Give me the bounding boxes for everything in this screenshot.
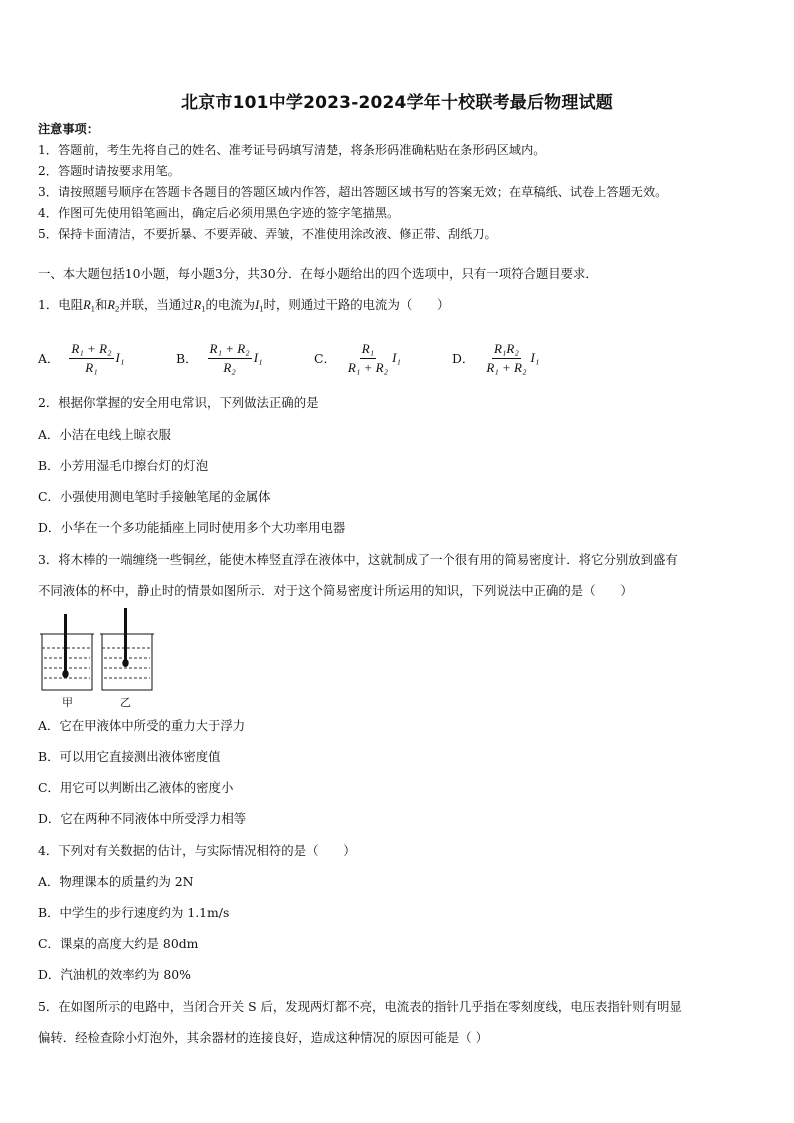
beaker-jia	[40, 614, 94, 690]
section-heading: 一、本大题包括10小题，每小题3分，共30分．在每小题给出的四个选项中，只有一项符合题目要求．	[38, 266, 598, 281]
option-d[interactable]: D．小华在一个多功能插座上同时使用多个大功率用电器	[38, 520, 346, 535]
option-b[interactable]: B．中学生的步行速度约为 1.1m/s	[38, 905, 230, 920]
option-d[interactable]: D．汽油机的效率约为 80%	[38, 967, 191, 982]
option-a[interactable]: A．它在甲液体中所受的重力大于浮力	[38, 718, 246, 733]
question-5-stem: 5．在如图所示的电路中，当闭合开关 S 后，发现两灯都不亮，电流表的指针几乎指在零刻度线，电压表指针则有明显	[38, 999, 682, 1014]
option-d[interactable]: D．它在两种不同液体中所受浮力相等	[38, 811, 247, 826]
figure-label-jia: 甲	[62, 696, 73, 709]
question-4-stem: 4．下列对有关数据的估计，与实际情况相符的是（ ）	[38, 843, 356, 858]
option-d[interactable]: D． $\frac{\text{R₁R₂}}{\text{R₁ + R₂}}$ I₁	[452, 340, 540, 375]
question-3-stem: 3．将木棒的一端缠绕一些铜丝，能使木棒竖直浮在液体中，这就制成了一个很有用的简易密度计．将它分别放到盛有	[38, 552, 678, 567]
fraction: $\frac{\text{R₁ + R₂}}{\text{R₂}}$	[209, 340, 250, 375]
option-c[interactable]: C．小强使用测电笔时手接触笔尾的金属体	[38, 489, 271, 504]
option-b[interactable]: B． $\frac{\text{R₁ + R₂}}{\text{R₂}}$ I₁	[176, 340, 263, 375]
question-2-stem: 2．根据你掌握的安全用电常识，下列做法正确的是	[38, 395, 319, 410]
q1-text: 并联，当通过	[119, 297, 194, 312]
option-b[interactable]: B．可以用它直接测出液体密度值	[38, 749, 221, 764]
beaker-yi	[100, 608, 154, 690]
option-a[interactable]: A． $\frac{\text{R₁ + R₂}}{\text{R₁}}$ I₁	[38, 340, 125, 375]
hydrometer-figure	[38, 606, 158, 710]
q1-text: 1．电阻	[38, 297, 84, 312]
beakers-diagram	[38, 606, 158, 692]
option-b[interactable]: B．小芳用湿毛巾擦台灯的灯泡	[38, 458, 209, 473]
fraction: $\frac{\text{R₁}}{\text{R₁ + R₂}}$	[347, 340, 389, 375]
option-a[interactable]: A．小洁在电线上晾衣服	[38, 427, 171, 442]
figure-label-yi: 乙	[120, 696, 131, 709]
question-5-stem: 偏转．经检查除小灯泡外，其余器材的连接良好，造成这种情况的原因可能是（ ）	[38, 1030, 489, 1045]
i1-symbol: $I_1$	[255, 298, 264, 314]
option-a[interactable]: A．物理课本的质量约为 2N	[38, 874, 194, 889]
note-item: 3．请按照题号顺序在答题卡各题目的答题区域内作答，超出答题区域书写的答案无效；在草稿纸、试卷上答题无效。	[38, 185, 668, 199]
q1-text: 的电流为	[205, 297, 256, 312]
note-item: 2．答题时请按要求用笔。	[38, 164, 180, 178]
option-c[interactable]: C．课桌的高度大约是 80dm	[38, 936, 199, 951]
notes-heading: 注意事项：	[38, 122, 99, 136]
r1-symbol: $R_1$	[83, 298, 95, 314]
option-c[interactable]: C． $\frac{\text{R₁}}{\text{R₁ + R₂}}$ I₁	[314, 340, 401, 375]
option-c[interactable]: C．用它可以判断出乙液体的密度小	[38, 780, 234, 795]
page-title: 北京市101中学2023-2024学年十校联考最后物理试题	[181, 93, 613, 113]
note-item: 5．保持卡面清洁，不要折暴、不要弄破、弄皱，不准使用涂改液、修正带、刮纸刀。	[38, 227, 497, 241]
r2-symbol: $R_2$	[107, 298, 120, 314]
q1-text: 时，则通过干路的电流为（ ）	[263, 297, 450, 312]
fraction: $\frac{\text{R₁R₂}}{\text{R₁ + R₂}}$	[486, 340, 527, 375]
question-1-stem	[38, 297, 449, 317]
note-item: 4．作图可先使用铅笔画出，确定后必须用黑色字迹的签字笔描黑。	[38, 206, 400, 220]
r1-symbol: $R_1$	[193, 298, 206, 314]
question-3-stem: 不同液体的杯中，静止时的情景如图所示．对于这个简易密度计所运用的知识，下列说法中正确的是（ ）	[38, 583, 633, 598]
q1-text: 和	[94, 297, 108, 312]
question-1-options	[38, 336, 598, 380]
note-item: 1．答题前，考生先将自己的姓名、准考证号码填写清楚，将条形码准确粘贴在条形码区域内。	[38, 143, 546, 157]
fraction: $\frac{\text{R₁ + R₂}}{\text{R₁}}$	[71, 340, 112, 375]
